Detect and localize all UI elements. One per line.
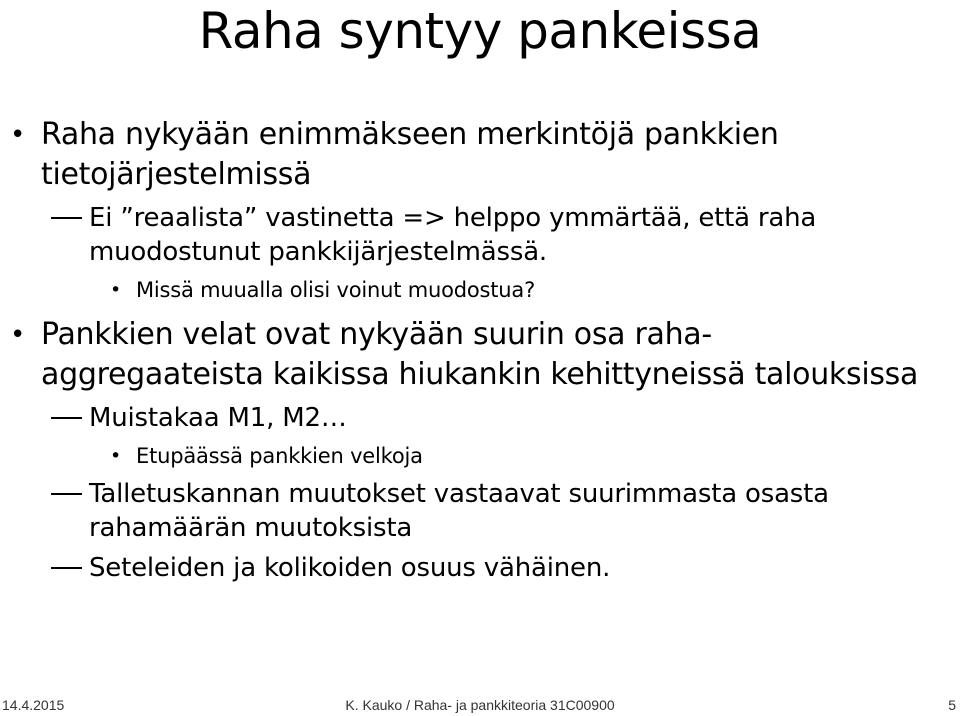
dash-icon [51, 217, 82, 219]
bullet-level3-bank-debts [110, 441, 936, 471]
bullet-level2-remember-m1-m2 [89, 401, 949, 435]
slide-content [0, 115, 960, 585]
bullet-text: Etupäässä pankkien velkoja [136, 444, 423, 468]
bullet-level3-where-else [110, 275, 936, 305]
bullet-dot-icon: • [10, 320, 26, 350]
dash-icon [51, 493, 82, 495]
dash-icon [51, 417, 82, 419]
footer-course: K. Kauko / Raha- ja pankkiteoria 31C00900 [345, 697, 615, 713]
bullet-level2-deposit-changes [89, 477, 949, 545]
bullet-dot-icon: • [10, 120, 26, 150]
bullet-text: Ei ”reaalista” vastinetta => helppo ymmärtää, että raha muodostunut pankkijärjestelmässä. [89, 203, 817, 267]
bullet-text: Missä muualla olisi voinut muodostua? [136, 278, 536, 302]
bullet-level1-bank-liabilities [10, 315, 921, 395]
footer-date: 14.4.2015 [2, 697, 65, 713]
bullet-text: Raha nykyään enimmäkseen merkintöjä pankkien tietojärjestelmissä [41, 117, 779, 192]
footer-page-number: 5 [948, 697, 956, 713]
bullet-dot-icon: • [110, 445, 122, 467]
bullet-text: Talletuskannan muutokset vastaavat suurimmasta osasta rahamäärän muutoksista [89, 479, 829, 543]
slide-title: Raha syntyy pankeissa [198, 2, 762, 60]
bullet-level2-no-real-counterpart [89, 201, 949, 269]
bullet-text: Muistakaa M1, M2… [89, 403, 347, 433]
bullet-text: Seteleiden ja kolikoiden osuus vähäinen. [89, 553, 611, 583]
dash-icon [51, 567, 82, 569]
bullet-level2-notes-and-coins [89, 551, 949, 585]
bullet-dot-icon: • [110, 279, 122, 301]
bullet-text: Pankkien velat ovat nykyään suurin osa raha-aggregaateista kaikissa hiukankin kehittyneissä talouksissa [41, 317, 919, 392]
bullet-level1-money-records [10, 115, 921, 195]
